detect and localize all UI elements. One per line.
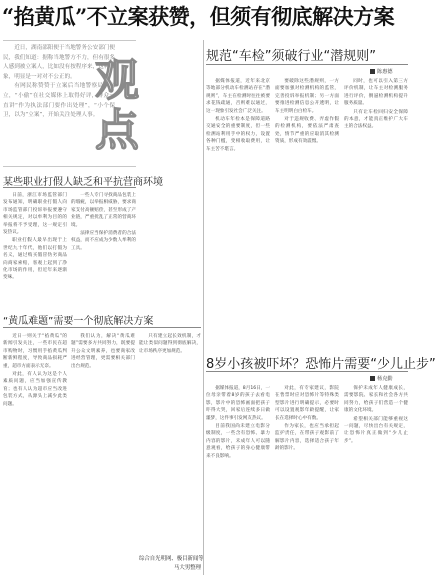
lead-box xyxy=(3,40,139,167)
page-headline: “掐黄瓜”不立案获赞，但须有彻底解决方案 xyxy=(2,4,395,29)
author-square-icon xyxy=(370,376,375,381)
left-article-paragraph: 日前，浙江市场监管部门发布通知，明确职业打假人向市场监管部门投诉举报要遵守相关规定，对以牟利为目的的举报将不予受理，这一规定引发热议。 xyxy=(3,193,67,236)
guan-character: 观 xyxy=(95,55,139,106)
left-article-title: 某些职业打假人缺乏和平抗营商环境 xyxy=(3,177,163,188)
left-title-rule xyxy=(3,187,136,188)
right-top-paragraph: 要破除这些潜规则，一方面要加强对检测机构的监管，完善投诉举报机制；另一方面要推进检测信息公开透明，让车主明明白白检车。 xyxy=(275,79,339,114)
left-article2-source: 综合自光明网、极目新闻等 xyxy=(139,556,204,562)
left-article-paragraph: 法律应当保护消费者的合法权益，而不应成为少数人牟利的工具。 xyxy=(71,231,136,251)
right-bottom-rule xyxy=(206,371,408,372)
right-bottom-body-c xyxy=(344,385,408,577)
left-article2-body-a xyxy=(3,333,67,573)
right-top-body-b xyxy=(275,78,339,318)
right-bottom-title: 8岁小孩被吓坏？恐怖片需要“少儿止步” xyxy=(206,357,436,372)
right-top-paragraph: 对于违规收费、弄虚作假的检测机构，要依法严肃查处，情节严重的应取消其检测资质，形成有效震慑。 xyxy=(275,117,339,145)
left-article2-editor: 马大男整理 xyxy=(174,565,201,571)
left-article2-paragraph: 对此，有人认为这是个人素质问题，应当加强宣传教育；也有人认为超市应当改进包装方式，从源头上减少此类问题。 xyxy=(3,372,67,407)
right-top-body-c xyxy=(344,78,408,318)
right-bottom-author xyxy=(370,375,393,382)
right-top-title: 规范“车检”须破行业“潜规则” xyxy=(206,49,376,64)
left-article-paragraph: 职业打假人最早出现于上世纪九十年代，他们以打假为名义，通过购买假冒伪劣商品向商家索赔，客观上起到了净化市场的作用，但近年来逐渐变味。 xyxy=(3,238,67,281)
right-bottom-paragraph: 据媒体报道，8月16日，一位母亲带着8岁的孩子去看电影，影片中的恐怖画面把孩子吓得大哭，回家后连续多日做噩梦，这件事引发网友热议。 xyxy=(206,386,270,421)
left-article2-paragraph: 只有建立起长效机制，才能让类似问题得到彻底解决，让市场秩序更加规范。 xyxy=(139,334,201,354)
right-top-paragraph: 机动车年检本是保障道路交通安全的重要制度，但一些检测站利用手中的权力，设置各种门槛，变相收取费用，让车主苦不堪言。 xyxy=(206,117,270,152)
right-bottom-author-name: 杨克勤 xyxy=(377,376,393,382)
right-top-author xyxy=(370,68,393,75)
left-article2-rule xyxy=(3,327,201,328)
left-article2-title: “黄瓜难题”需要一个彻底解决方案 xyxy=(3,316,154,327)
right-top-rule xyxy=(206,64,408,65)
right-bottom-paragraph: 作为家长，也应当承担起监护责任，在带孩子观影前了解影片内容，选择适合孩子年龄的影片。 xyxy=(275,424,339,452)
author-square-icon xyxy=(370,69,375,74)
left-article-body-a xyxy=(3,192,67,298)
left-article2-paragraph: 近日一则关于“掐黄瓜”的新闻引发关注，一些市民在超市购物时，习惯用手掐黄瓜判断新鲜程度，导致商品损耗严重，超市方面表示无奈。 xyxy=(3,334,67,369)
right-top-body-a xyxy=(206,78,270,318)
left-article-paragraph: 一些人专门寻找商品包装上的瑕疵，以举报相威胁，要求商家支付高额赔偿，甚至形成了产业链，严重扰乱了正常的营商环境。 xyxy=(71,193,136,228)
right-bottom-paragraph: 对此，有专家建议，影院在售票时应对恐怖片等特殊类型影片进行明确提示，必要时可以设置观影年龄提醒，让家长在选择时心中有数。 xyxy=(275,386,339,421)
right-bottom-paragraph: 希望相关部门能够重视这一问题，尽快出台有关规定，让恐怖片真正做到“少儿止步”。 xyxy=(344,416,408,444)
dian-character: 点 xyxy=(95,105,139,156)
right-top-paragraph: 据媒体报道，近年来北京等地部分机动车检测站存在“潜规则”，车主在检测时往往被要求花钱疏通，否则难以通过，这一现象引发社会广泛关注。 xyxy=(206,79,270,114)
right-bottom-body-a xyxy=(206,385,270,577)
right-bottom-paragraph: 保护未成年人健康成长，需要影院、家长和社会各方共同努力，给孩子们营造一个健康的文化环境。 xyxy=(344,386,408,414)
right-top-paragraph: 只有让车检回归安全保障的本意，才能真正维护广大车主的合法权益。 xyxy=(344,109,408,130)
right-bottom-paragraph: 目前我国尚未建立电影分级制度，一些含有恐怖、暴力内容的影片，未成年人可以随意观看，给孩子的身心健康带来不良影响。 xyxy=(206,424,270,459)
right-top-paragraph: 同时，也可以引入第三方评价机制，让车主对检测服务进行评价，倒逼检测机构提升服务质量。 xyxy=(344,79,408,107)
right-bottom-body-b xyxy=(275,385,339,577)
lead-paragraph: 有网民称赞赞于立案后当地警察局新闻立，“小偷”在社交媒体上取得好评，群众一直讲“作为执法部门要作出处理”，“小个保卫，以为“立案”，开始关注处理人事。 xyxy=(3,83,115,119)
left-article2-body-b xyxy=(71,333,135,573)
right-top-author-name: 陈惠德 xyxy=(377,69,393,75)
left-article2-body-c xyxy=(139,333,201,543)
lead-paragraph: 近日，湖南邵阳便于当地警务公安部门便民，我们知道：据称当地警方不力，但有很多人感到被立案人，比如没有按程序来，这种现象，明显是一对对不公正的。 xyxy=(3,45,115,80)
column-divider xyxy=(203,40,204,575)
left-article2-paragraph: 我们认为，解决“黄瓜难题”需要多方共同努力，既要提升公众文明素养，也要商家改进经营管理，更需要相关部门出台规范。 xyxy=(71,334,135,369)
left-article-body-b xyxy=(71,192,136,298)
